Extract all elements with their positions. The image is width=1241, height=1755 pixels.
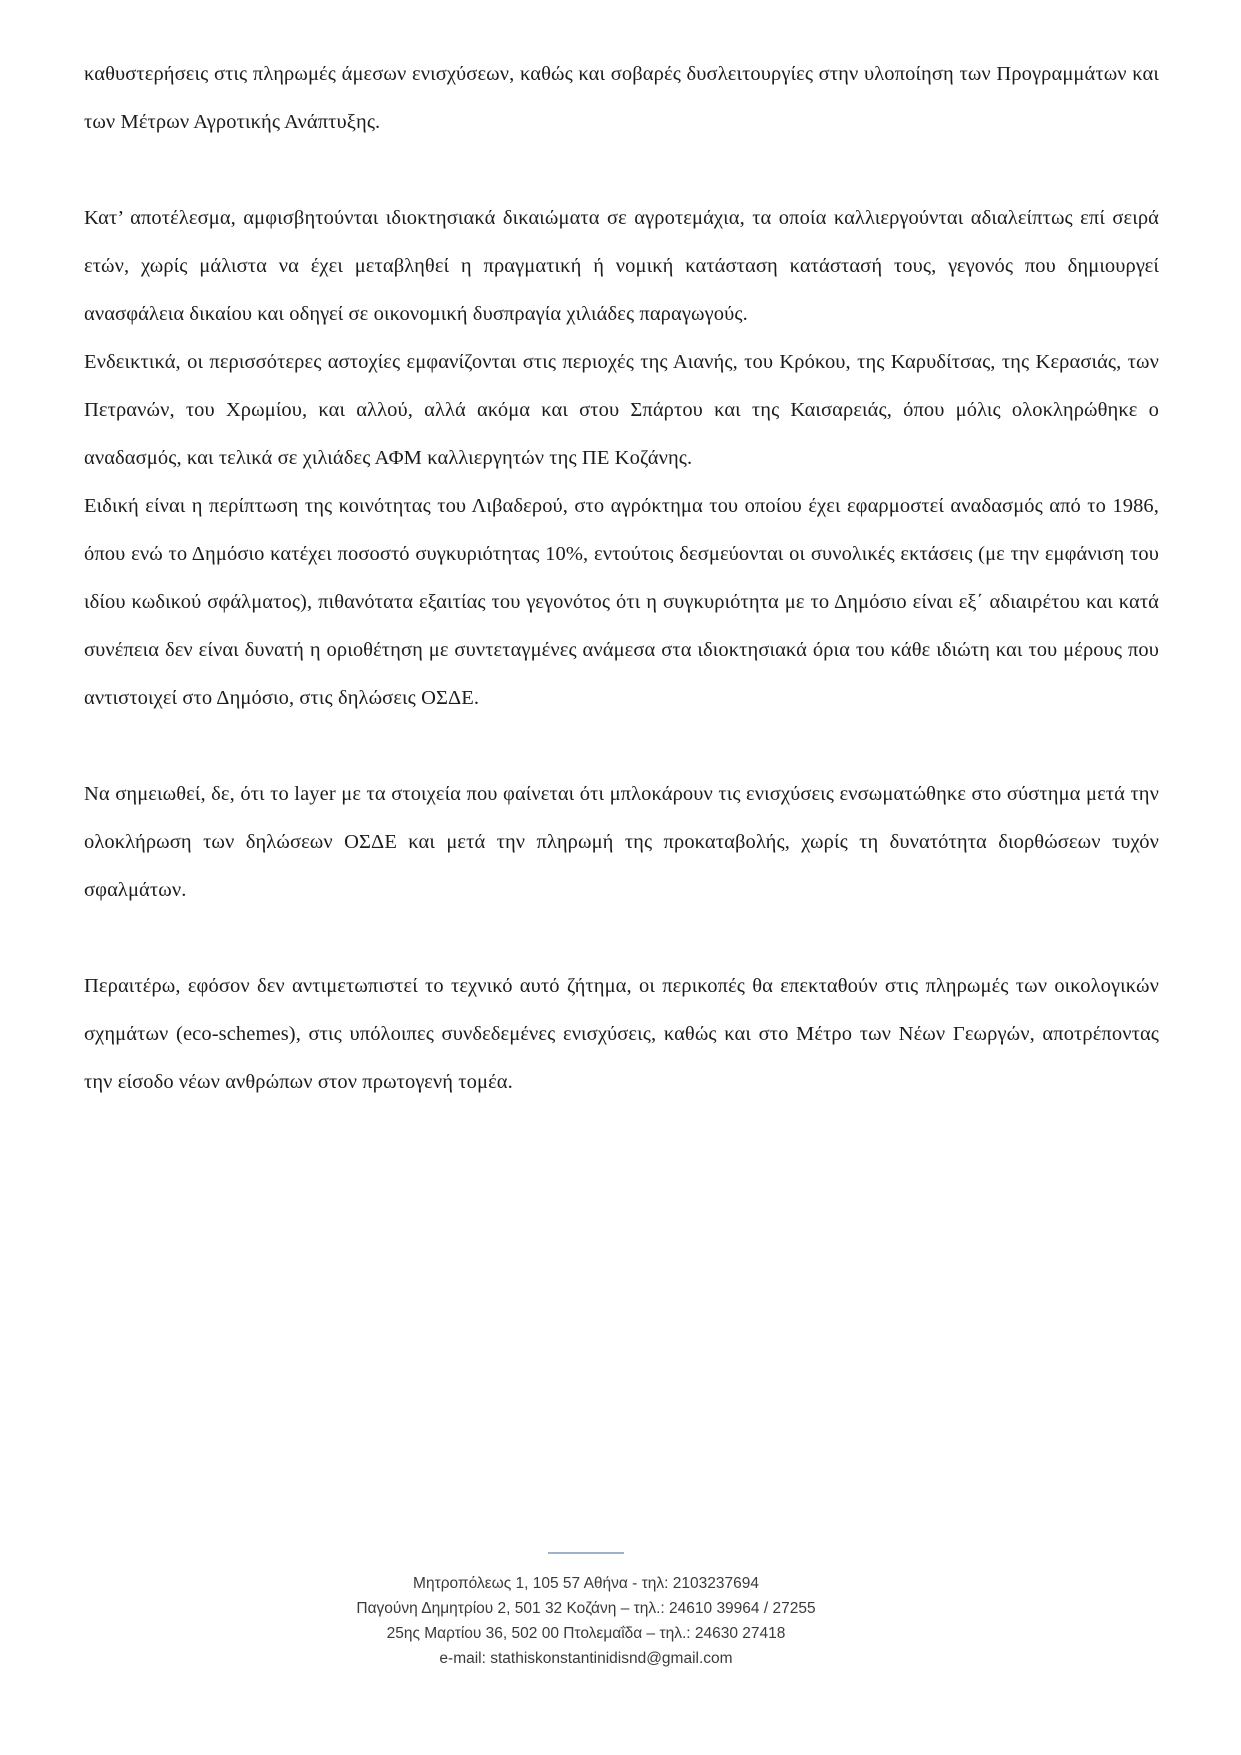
- footer-email: e-mail: stathiskonstantinidisnd@gmail.com: [439, 1650, 733, 1667]
- body-paragraph: καθυστερήσεις στις πληρωμές άμεσων ενισχύσεων, καθώς και σοβαρές δυσλειτουργίες στην υλοποίηση των Προγραμμάτων και των Μέτρων Αγροτικής Ανάπτυξης.: [84, 63, 1159, 133]
- body-paragraph: Περαιτέρω, εφόσον δεν αντιμετωπιστεί το τεχνικό αυτό ζήτημα, οι περικοπές θα επεκταθούν στις πληρωμές των οικολογικών σχημάτων (eco-schemes), στις υπόλοιπες συνδεδεμένες ενισχύσεις, καθώς και στο Μέτρο των Νέων Γεωργών, αποτρέποντας την είσοδο νέων ανθρώπων στον πρωτογενή τομέα.: [84, 975, 1159, 1093]
- page-footer: [0, 1552, 1172, 1671]
- footer-contact-block: [0, 1571, 1172, 1671]
- document-body: [84, 50, 1159, 1106]
- body-paragraph: Κατ’ αποτέλεσμα, αμφισβητούνται ιδιοκτησιακά δικαιώματα σε αγροτεμάχια, τα οποία καλλιεργούνται αδιαλείπτως επί σειρά ετών, χωρίς μάλιστα να έχει μεταβληθεί η πραγματική ή νομική κατάσταση κατάστασή τους, γεγονός που δημιουργεί ανασφάλεια δικαίου και οδηγεί σε οικονομική δυσπραγία χιλιάδες παραγωγούς.: [84, 207, 1159, 325]
- body-paragraph: Ειδική είναι η περίπτωση της κοινότητας του Λιβαδερού, στο αγρόκτημα του οποίου έχει εφαρμοστεί αναδασμός από το 1986, όπου ενώ το Δημόσιο κατέχει ποσοστό συγκυριότητας 10%, εντούτοις δεσμεύονται οι συνολικές εκτάσεις (με την εμφάνιση του ιδίου κωδικού σφάλματος), πιθανότατα εξαιτίας του γεγονότος ότι η συγκυριότητα με το Δημόσιο είναι εξ΄ αδιαιρέτου και κατά συνέπεια δεν είναι δυνατή η οριοθέτηση με συντεταγμένες ανάμεσα στα ιδιοκτησιακά όρια του κάθε ιδιώτη και του μέρους που αντιστοιχεί στο Δημόσιο, στις δηλώσεις ΟΣΔΕ.: [84, 495, 1159, 709]
- footer-divider: [548, 1552, 624, 1554]
- footer-address-athens: Μητροπόλεως 1, 105 57 Αθήνα - τηλ: 2103237694: [413, 1575, 759, 1592]
- body-paragraph: Να σημειωθεί, δε, ότι το layer με τα στοιχεία που φαίνεται ότι μπλοκάρουν τις ενισχύσεις ενσωματώθηκε στο σύστημα μετά την ολοκλήρωση των δηλώσεων ΟΣΔΕ και μετά την πληρωμή της προκαταβολής, χωρίς τη δυνατότητα διορθώσεων τυχόν σφαλμάτων.: [84, 783, 1159, 901]
- footer-address-kozani: Παγούνη Δημητρίου 2, 501 32 Κοζάνη – τηλ.: 24610 39964 / 27255: [356, 1600, 816, 1617]
- footer-address-ptolemaida: 25ης Μαρτίου 36, 502 00 Πτολεμαΐδα – τηλ.: 24630 27418: [386, 1625, 786, 1642]
- body-paragraph: Ενδεικτικά, οι περισσότερες αστοχίες εμφανίζονται στις περιοχές της Αιανής, του Κρόκου, της Καρυδίτσας, της Κερασιάς, των Πετρανών, του Χρωμίου, και αλλού, αλλά ακόμα και στου Σπάρτου και της Καισαρειάς, όπου μόλις ολοκληρώθηκε ο αναδασμός, και τελικά σε χιλιάδες ΑΦΜ καλλιεργητών της ΠΕ Κοζάνης.: [84, 351, 1159, 469]
